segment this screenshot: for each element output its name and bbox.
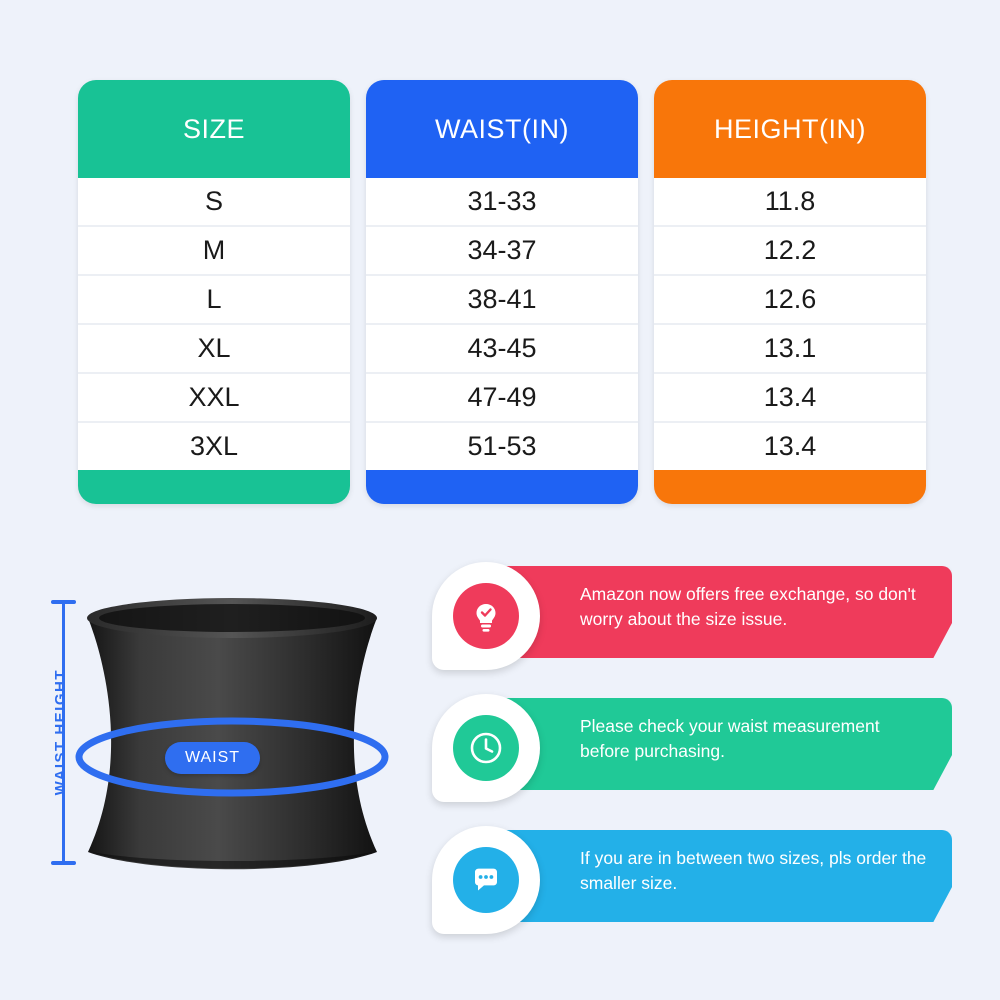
- table-cell: 12.6: [654, 276, 926, 325]
- clock-icon: [453, 715, 519, 781]
- clock-glyph: [467, 729, 505, 767]
- table-cell: 3XL: [78, 423, 350, 470]
- column-header-height: HEIGHT(IN): [714, 113, 866, 144]
- table-cell: M: [78, 227, 350, 276]
- size-chart-table: [78, 80, 926, 504]
- column-footer: [366, 470, 638, 504]
- column-header-size: SIZE: [182, 113, 245, 144]
- note-icon-bubble: [432, 562, 540, 670]
- size-column: [78, 80, 350, 504]
- table-cell: 12.2: [654, 227, 926, 276]
- table-cell: 51-53: [366, 423, 638, 470]
- table-cell: L: [78, 276, 350, 325]
- column-body-waist: [366, 178, 638, 470]
- note-item: [432, 562, 952, 662]
- column-body-size: [78, 178, 350, 470]
- column-header-waist: WAIST(IN): [435, 113, 569, 144]
- table-cell: XXL: [78, 374, 350, 423]
- table-cell: 43-45: [366, 325, 638, 374]
- table-cell: 11.8: [654, 178, 926, 227]
- note-text: If you are in between two sizes, pls order the smaller size.: [580, 848, 927, 893]
- note-item: [432, 826, 952, 926]
- product-measurement-diagram: [20, 565, 420, 965]
- column-footer: [654, 470, 926, 504]
- column-footer: [78, 470, 350, 504]
- waist-trainer-illustration: [80, 590, 385, 890]
- table-cell: 38-41: [366, 276, 638, 325]
- note-text: Amazon now offers free exchange, so don't worry about the size issue.: [580, 584, 916, 629]
- lightbulb-glyph: [468, 598, 504, 634]
- waist-column: [366, 80, 638, 504]
- waist-label: WAIST: [165, 742, 260, 774]
- note-icon-bubble: [432, 826, 540, 934]
- column-body-height: [654, 178, 926, 470]
- table-cell: 34-37: [366, 227, 638, 276]
- waist-height-label-text: WAIST HEIGHT: [51, 669, 69, 796]
- note-text: Please check your waist measurement before purchasing.: [580, 716, 880, 761]
- table-cell: 13.4: [654, 374, 926, 423]
- notes-section: [432, 552, 980, 972]
- table-cell: XL: [78, 325, 350, 374]
- chat-bubble-icon: [453, 847, 519, 913]
- table-cell: 31-33: [366, 178, 638, 227]
- table-cell: 13.1: [654, 325, 926, 374]
- table-cell: S: [78, 178, 350, 227]
- chat-bubble-glyph: [467, 861, 505, 899]
- note-icon-bubble: [432, 694, 540, 802]
- table-cell: 47-49: [366, 374, 638, 423]
- lightbulb-icon: [453, 583, 519, 649]
- note-item: [432, 694, 952, 794]
- height-column: [654, 80, 926, 504]
- table-cell: 13.4: [654, 423, 926, 470]
